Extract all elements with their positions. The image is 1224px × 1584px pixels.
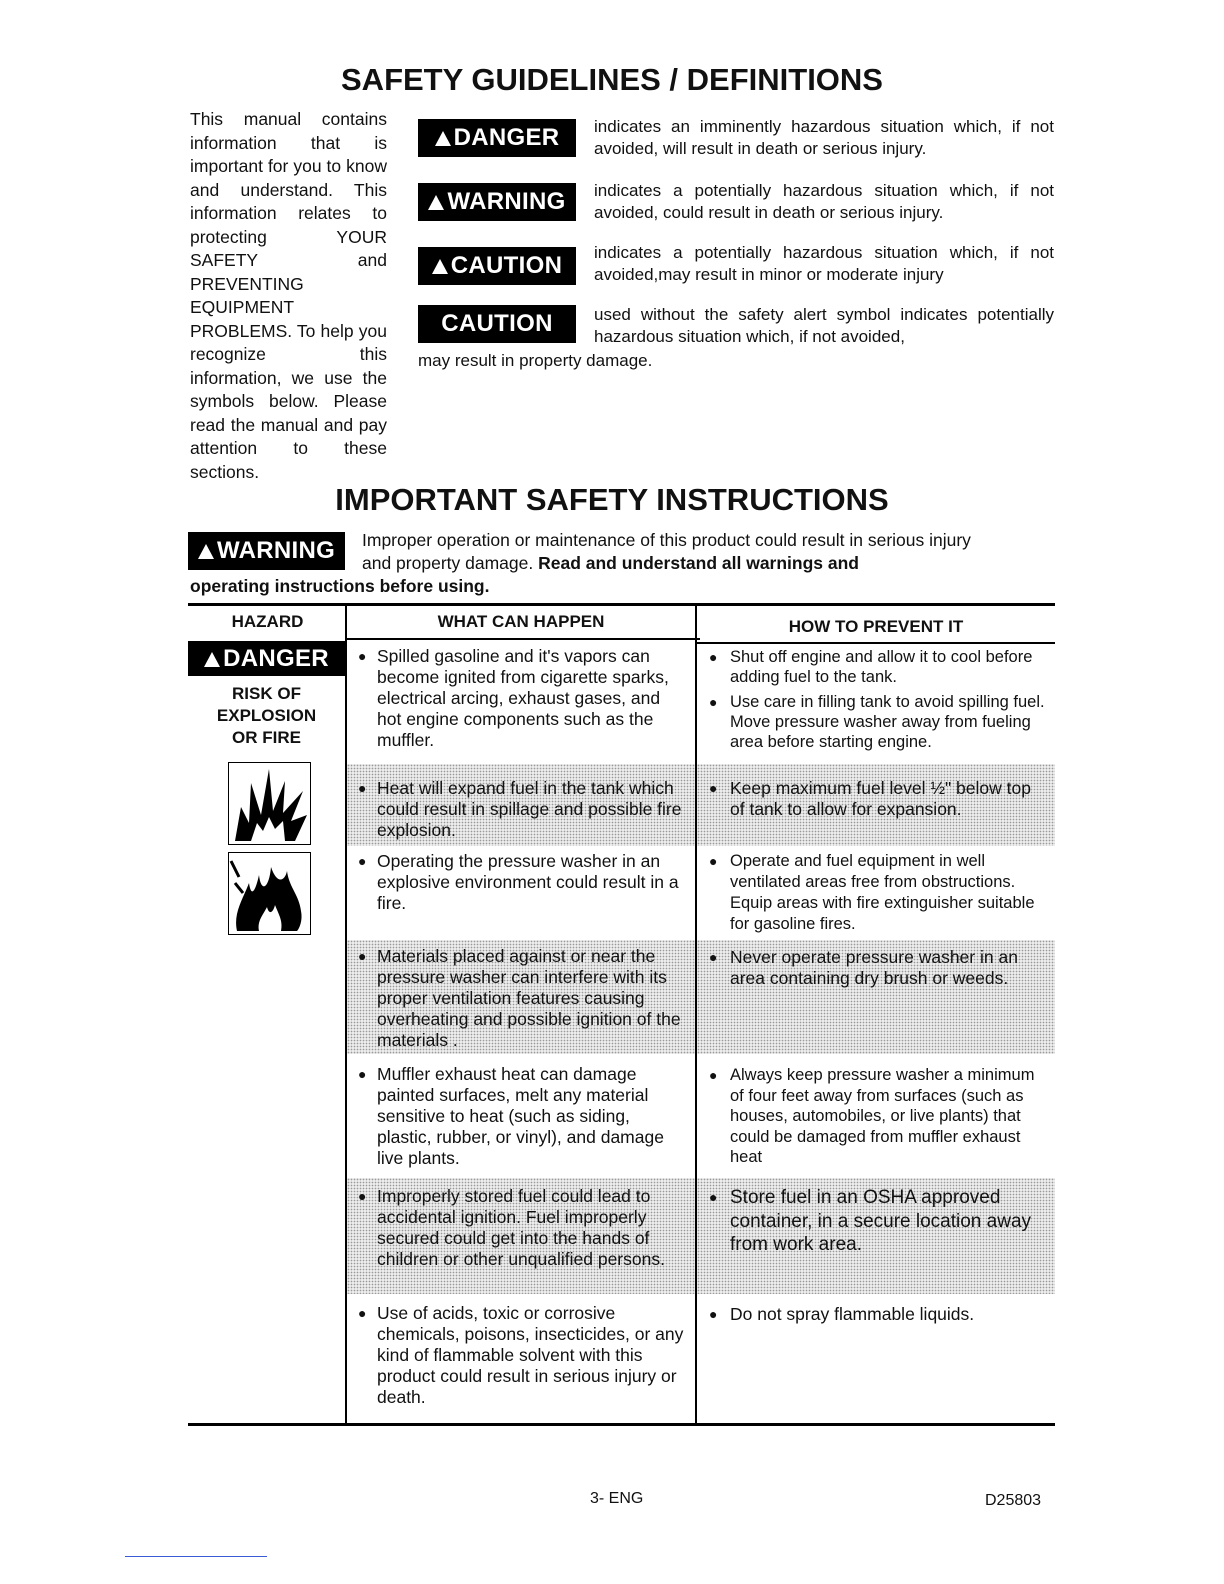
caution-alert-definition: indicates a potentially hazardous situation which, if not avoided,may result in minor or moderate injury [594, 243, 1054, 284]
hazard-label: RISK OF EXPLOSION OR FIRE [216, 684, 317, 747]
bullet-icon: ● [358, 1305, 367, 1321]
table-row: ● Materials placed against or near the pressure washer can interfere with its proper ventilation features causing overheating and possible ignition of the materials . [358, 946, 681, 1050]
caution-definition-cont: may result in property damage. [418, 351, 653, 370]
page-title: SAFETY GUIDELINES / DEFINITIONS [341, 62, 883, 97]
fire-icon [228, 852, 311, 935]
bullet-icon: ● [358, 853, 367, 869]
table-row: ● Use of acids, toxic or corrosive chemicals, poisons, insecticides, or any kind of flammable solvent with this product could result in serious injury or death. [358, 1303, 684, 1407]
section-title: IMPORTANT SAFETY INSTRUCTIONS [335, 482, 889, 517]
table-row: ● Always keep pressure washer a minimum of four feet away from surfaces (such as houses, automobiles, or live plants) that could be damaged from muffler exhaust heat [709, 1066, 1035, 1166]
safety-alert-icon [432, 259, 448, 274]
caution-alert-badge: !CAUTION [418, 247, 576, 285]
bullet-icon: ● [358, 1188, 367, 1204]
danger-definition: indicates an imminently hazardous situation which, if not avoided, will result in death or serious injury. [594, 117, 1054, 158]
table-bottom-rule [188, 1423, 1055, 1426]
header-rule-1 [345, 638, 700, 640]
page-number: 3- ENG [590, 1490, 644, 1507]
table-row: ● Do not spray flammable liquids. [709, 1304, 975, 1324]
warning-bold-cont: operating instructions before using. [190, 576, 490, 596]
bullet-icon: ● [709, 949, 718, 965]
caution-badge: CAUTION [418, 305, 576, 343]
explosion-icon [228, 762, 311, 845]
bullet-icon: ● [709, 1306, 718, 1322]
table-row: ● Shut off engine and allow it to cool before adding fuel to the tank. ● Use care in filling tank to avoid spilling fuel. Move pressure washer away from fueling area before starting engine. [709, 648, 1045, 751]
warning-badge-main: !WARNING [188, 532, 345, 570]
caution-definition: used without the safety alert symbol indicates potentially hazardous situation which, if not avoided, [594, 305, 1054, 346]
header-rule-2 [697, 642, 1055, 644]
warning-definition: indicates a potentially hazardous situation which, if not avoided, could result in death or serious injury. [594, 181, 1054, 222]
table-row: ● Operate and fuel equipment in well ventilated areas free from obstructions. Equip areas with fire extinguisher suitable for gasoline fires. [709, 852, 1035, 933]
safety-alert-icon [198, 544, 214, 559]
footer-link-rule [125, 1556, 267, 1557]
warning-badge: !WARNING [418, 183, 576, 221]
bullet-icon: ● [709, 853, 718, 869]
col-header-what: WHAT CAN HAPPEN [437, 612, 605, 631]
col-header-how: HOW TO PREVENT IT [788, 617, 964, 636]
bullet-icon: ● [709, 694, 718, 710]
bullet-icon: ● [358, 948, 367, 964]
table-row: ● Improperly stored fuel could lead to accidental ignition. Fuel improperly secured could get into the hands of children or other unqualified persons. [358, 1186, 665, 1269]
hazard-danger-badge: !DANGER [188, 641, 345, 676]
col-header-hazard: HAZARD [231, 612, 304, 631]
table-row: ● Never operate pressure washer in an area containing dry brush or weeds. [709, 947, 1018, 988]
bullet-icon: ● [358, 780, 367, 796]
bullet-icon: ● [709, 649, 718, 665]
safety-alert-icon [204, 652, 220, 667]
document-code: D25803 [985, 1492, 1042, 1509]
table-row: ● Store fuel in an OSHA approved container, in a secure location away from work area. [709, 1187, 1032, 1255]
bullet-icon: ● [358, 648, 367, 664]
danger-badge: !DANGER [418, 119, 576, 157]
safety-alert-icon [428, 195, 444, 210]
table-top-rule [188, 603, 1055, 606]
table-row: ● Muffler exhaust heat can damage painted surfaces, melt any material sensitive to heat (such as siding, plastic, rubber, or vinyl), and damage live plants. [358, 1064, 664, 1168]
bullet-icon: ● [709, 1067, 718, 1083]
table-row: ● Operating the pressure washer in an explosive environment could result in a fire. [358, 851, 679, 913]
bullet-icon: ● [358, 1066, 367, 1082]
intro-paragraph: This manual contains information that is important for you to know and understand. This information relates to protecting YOUR SAFETY and PREVENTING EQUIPMENT PROBLEMS. To help you recognize this information, we use the symbols below. Please read the manual and pay attention to these sections. [190, 109, 387, 482]
bullet-icon: ● [709, 1189, 718, 1205]
warning-text: Improper operation or maintenance of this product could result in serious injury and property damage. Read and understand all warnings and [362, 530, 971, 573]
table-row: ● Spilled gasoline and it's vapors can become ignited from cigarette sparks, electrical arcing, exhaust gases, and hot engine components such as the muffler. [358, 646, 669, 750]
table-row: ● Heat will expand fuel in the tank which could result in spillage and possible fire explosion. [358, 778, 682, 840]
safety-alert-icon [435, 131, 451, 146]
bullet-icon: ● [709, 780, 718, 796]
table-row: ● Keep maximum fuel level ½" below top of tank to allow for expansion. [709, 778, 1031, 819]
